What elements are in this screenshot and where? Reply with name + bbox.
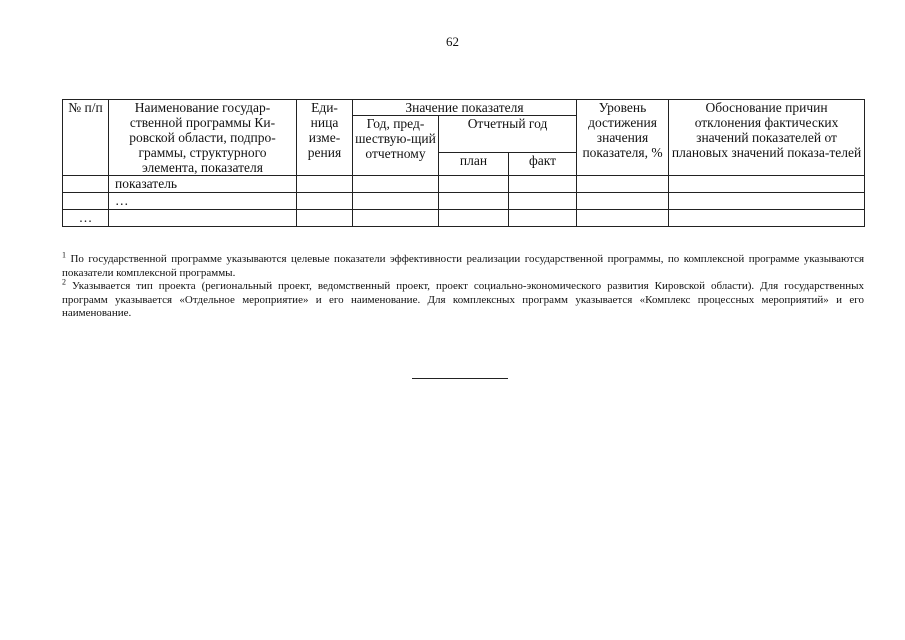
row-reasons [669, 210, 865, 227]
row-num: … [63, 210, 109, 227]
header-report-year: Отчетный год [439, 116, 577, 153]
row-unit [297, 176, 353, 193]
header-unit: Еди-ница изме-рения [297, 100, 353, 176]
header-prev-year: Год, пред-шествую-щий отчетному [353, 116, 439, 176]
header-name: Наименование государ-ственной программы Ки-ровской области, подпро-граммы, структурного элемента, показателя [109, 100, 297, 176]
row-name [109, 210, 297, 227]
row-reasons [669, 193, 865, 210]
header-value-group: Значение показателя [353, 100, 577, 116]
table-row [63, 193, 865, 210]
row-prev-year [353, 176, 439, 193]
row-plan [439, 193, 509, 210]
row-plan [439, 210, 509, 227]
separator-line [412, 378, 508, 379]
row-num [63, 193, 109, 210]
header-reasons: Обоснование причин отклонения фактических значений показателей от плановых значений показа-телей [669, 100, 865, 176]
page-number: 62 [446, 34, 459, 49]
row-reasons [669, 176, 865, 193]
footnote-1-mark: 1 [62, 250, 66, 260]
header-plan: план [439, 153, 509, 176]
row-num [63, 176, 109, 193]
row-plan [439, 176, 509, 193]
row-unit [297, 210, 353, 227]
row-level [577, 193, 669, 210]
footnote-2 [62, 277, 865, 321]
row-prev-year [353, 210, 439, 227]
row-fact [509, 176, 577, 193]
row-level [577, 210, 669, 227]
row-fact [509, 210, 577, 227]
row-prev-year [353, 193, 439, 210]
row-unit [297, 193, 353, 210]
footnote-1 [62, 250, 865, 280]
table-row [63, 176, 865, 193]
indicators-table [62, 99, 865, 227]
row-level [577, 176, 669, 193]
footnote-2-text: Указывается тип проекта (региональный проект, ведомственный проект, проект социально-экономического развития Кировской области). Для государственных программ указывается «Отдельное мероприятие» и его наименование. Для комплексных программ указывается «Комплекс процессных мероприятий» и его наименование. [62, 280, 865, 319]
header-level: Уровень достижения значения показателя, % [577, 100, 669, 176]
footnote-1-text: По государственной программе указываются целевые показатели эффективности реализации государственной программы, по комплексной программе указываются показатели комплексной программы. [62, 253, 865, 279]
row-fact [509, 193, 577, 210]
header-fact: факт [509, 153, 577, 176]
footnotes [62, 250, 865, 321]
row-name: показатель [109, 176, 297, 193]
table-row [63, 210, 865, 227]
footnote-2-mark: 2 [62, 277, 66, 287]
header-num: № п/п [63, 100, 109, 176]
row-name: … [109, 193, 297, 210]
